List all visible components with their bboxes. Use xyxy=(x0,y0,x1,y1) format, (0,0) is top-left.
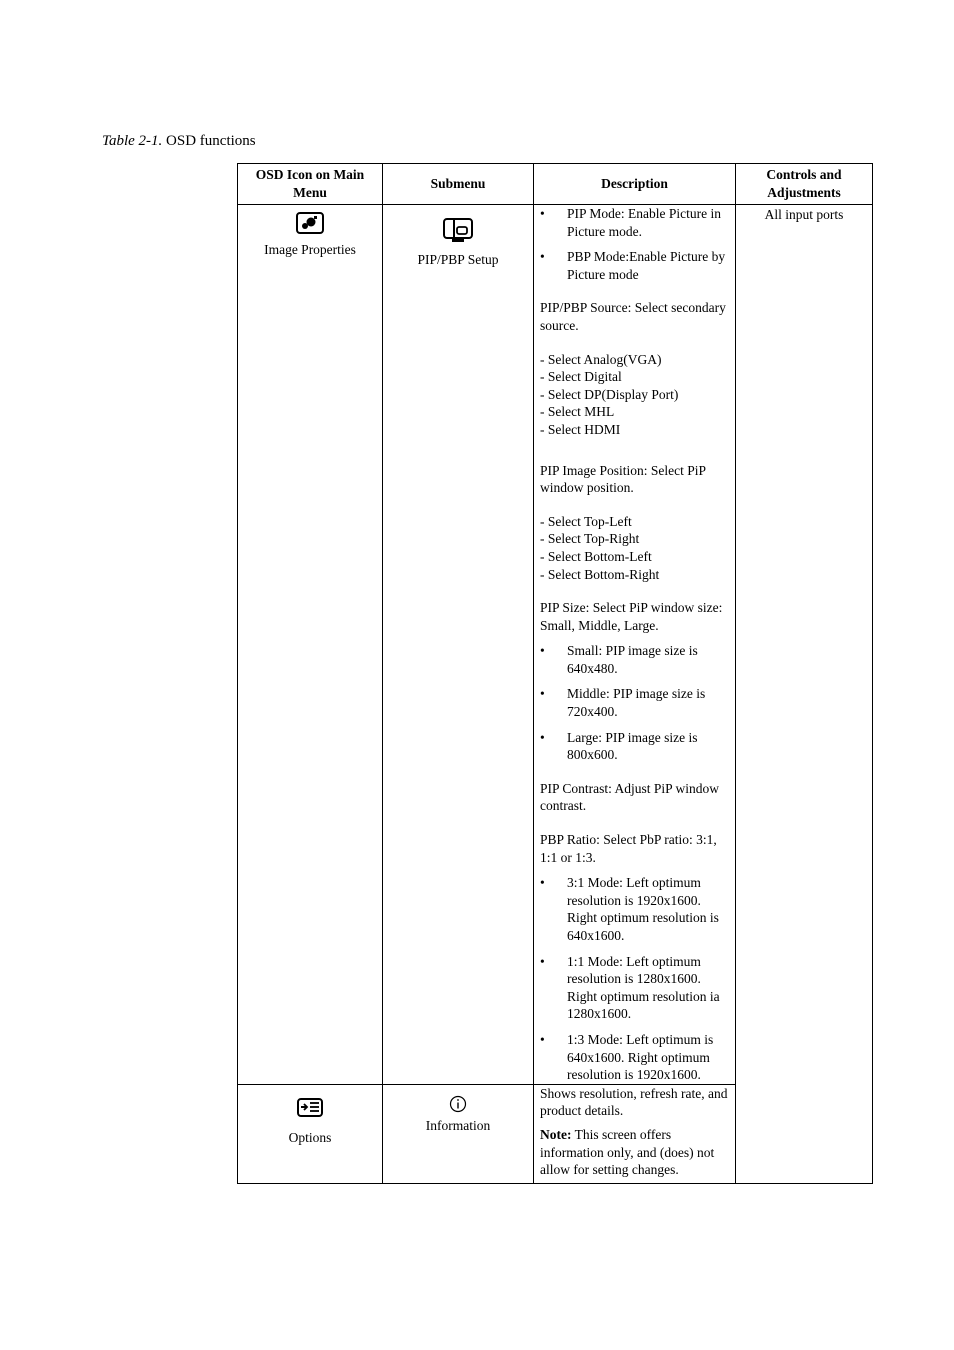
image-properties-icon xyxy=(295,211,325,235)
list-item: - Select Digital xyxy=(540,369,622,385)
list-item: • Middle: PIP image size is 720x400. xyxy=(540,685,729,720)
osd-functions-table xyxy=(237,163,873,1184)
list-item: - Select HDMI xyxy=(540,421,621,437)
pip-contrast-text: PIP Contrast: Adjust PiP window contrast. xyxy=(540,780,720,814)
list-item: - Select DP(Display Port) xyxy=(540,386,679,402)
list-item: - Select Top-Left xyxy=(540,513,632,529)
list-item: • 1:1 Mode: Left optimum resolution is 1280x1600. Right optimum resolution ia 1280x1600. xyxy=(540,953,729,1023)
pip-position-text: PIP Image Position: Select PiP window position. xyxy=(540,462,706,496)
list-item: - Select Analog(VGA) xyxy=(540,351,662,367)
main-menu-cell xyxy=(238,205,383,1085)
note-body: This screen offers information only, and (does) not allow for setting changes. xyxy=(540,1126,715,1178)
list-item: - Select Bottom-Left xyxy=(540,548,652,564)
pbp-ratio-text: PBP Ratio: Select PbP ratio: 3:1, 1:1 or 1:3. xyxy=(540,832,717,865)
header-submenu: Submenu xyxy=(383,164,534,205)
pip-source-text: PIP/PBP Source: Select secondary source. xyxy=(540,300,726,333)
list-item: • 3:1 Mode: Left optimum resolution is 1920x1600. Right optimum resolution is 640x1600. xyxy=(540,874,729,944)
header-controls: Controls and Adjustments xyxy=(736,164,873,205)
list-item: - Select Bottom-Right xyxy=(540,566,660,582)
header-osd-icon: OSD Icon on Main Menu xyxy=(238,164,383,205)
submenu-cell xyxy=(383,1084,534,1183)
description-cell xyxy=(534,1084,736,1183)
table-caption xyxy=(102,133,256,150)
list-item: • 1:3 Mode: Left optimum is 640x1600. Right optimum resolution is 1920x1600. xyxy=(540,1031,729,1084)
list-item: • PBP Mode:Enable Picture by Picture mode xyxy=(540,248,729,283)
note-label: Note: xyxy=(540,1126,572,1142)
list-item: • Large: PIP image size is 800x600. xyxy=(540,729,729,764)
pip-size-text: PIP Size: Select PiP window size: Small, Middle, Large. xyxy=(540,600,723,633)
table-number: Table 2-1. xyxy=(102,133,163,149)
main-menu-label: Image Properties xyxy=(264,242,356,257)
information-text: Shows resolution, refresh rate, and product details. xyxy=(540,1085,728,1119)
controls-cell: All input ports xyxy=(736,205,873,1184)
note-text xyxy=(540,1126,729,1179)
list-item: • PIP Mode: Enable Picture in Picture mode. xyxy=(540,205,729,240)
description-cell xyxy=(534,205,736,1085)
main-menu-label: Options xyxy=(288,1129,332,1145)
main-menu-cell xyxy=(238,1084,383,1183)
submenu-label: PIP/PBP Setup xyxy=(417,252,499,267)
header-description: Description xyxy=(534,164,736,205)
table-title: OSD functions xyxy=(162,133,256,149)
submenu-label: Information xyxy=(425,1117,491,1133)
pip-pbp-icon xyxy=(442,217,474,245)
list-item: - Select Top-Right xyxy=(540,531,640,547)
info-icon xyxy=(449,1095,467,1113)
submenu-cell xyxy=(383,205,534,1085)
table-row xyxy=(238,205,873,1085)
list-item: • Small: PIP image size is 640x480. xyxy=(540,642,729,677)
list-item: - Select MHL xyxy=(540,404,615,420)
options-icon xyxy=(296,1097,324,1119)
table-header-row xyxy=(238,164,873,205)
